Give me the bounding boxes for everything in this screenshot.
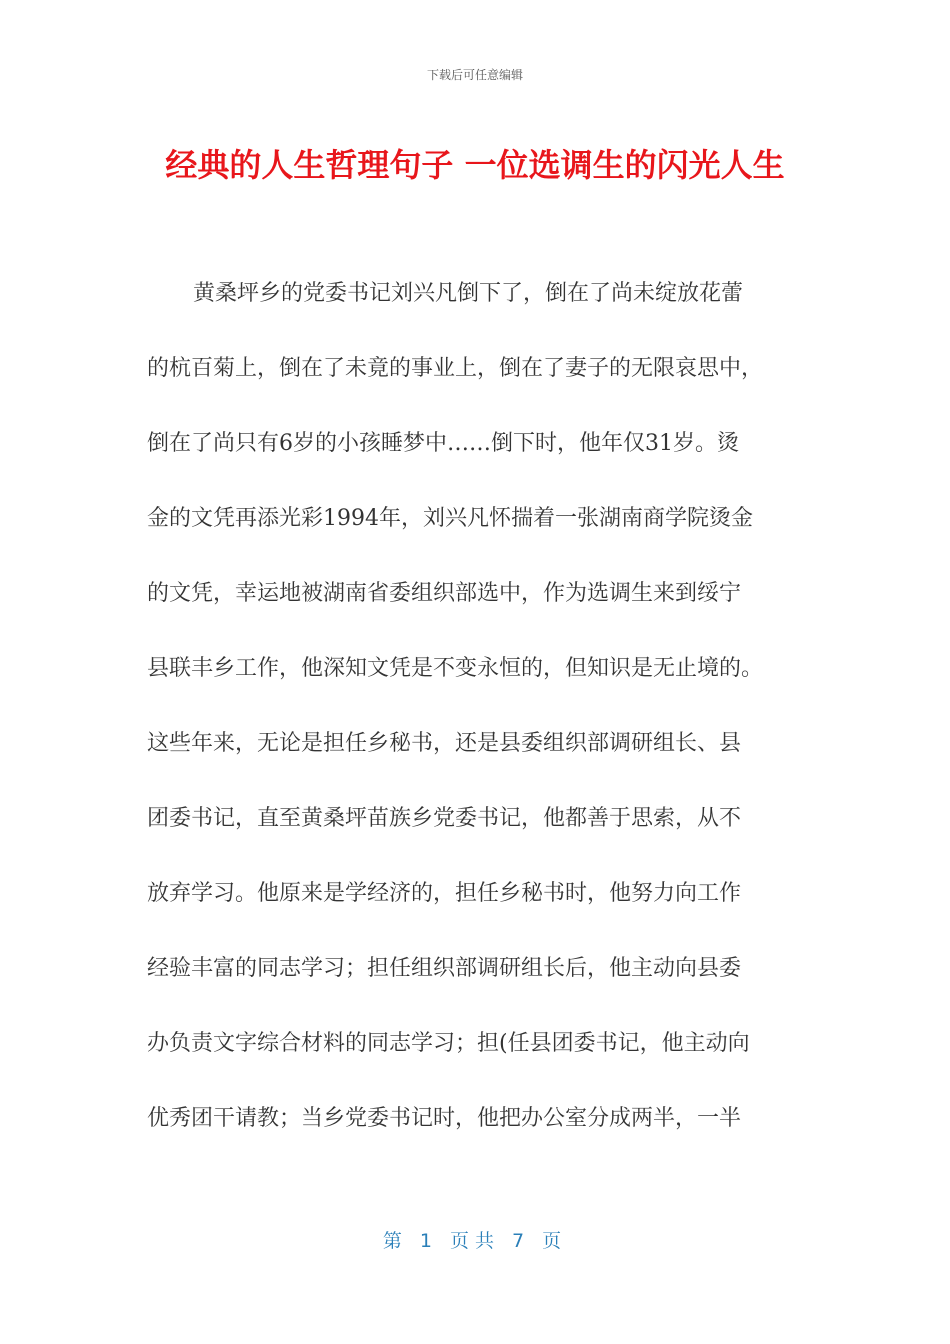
body-line: 这些年来，无论是担任乡秘书，还是县委组织部调研组长、县	[147, 731, 742, 756]
footer-page-number: 1	[419, 1230, 438, 1252]
footer-prefix: 第	[382, 1230, 408, 1252]
body-line: 倒在了尚只有6岁的小孩睡梦中……倒下时，他年仅31岁。烫	[147, 431, 739, 456]
body-line: 优秀团干请教；当乡党委书记时，他把办公室分成两半，一半	[147, 1106, 742, 1131]
body-line: 的文凭，幸运地被湖南省委组织部选中，作为选调生来到绥宁	[147, 581, 742, 606]
body-line: 经验丰富的同志学习；担任组织部调研组长后，他主动向县委	[147, 956, 742, 981]
body-line: 县联丰乡工作，他深知文凭是不变永恒的，但知识是无止境的。	[147, 656, 764, 681]
body-line: 办负责文字综合材料的同志学习；担(任县团委书记，他主动向	[147, 1031, 750, 1056]
footer-suffix: 页	[542, 1230, 568, 1252]
body-line: 黄桑坪乡的党委书记刘兴凡倒下了，倒在了尚未绽放花蕾	[193, 281, 744, 306]
body-line: 团委书记，直至黄桑坪苗族乡党委书记，他都善于思索，从不	[147, 806, 742, 831]
document-body	[147, 272, 807, 1172]
footer-total-pages: 7	[512, 1230, 531, 1252]
header-note: 下载后可任意编辑	[426, 68, 523, 82]
footer-middle: 页共	[449, 1230, 500, 1252]
body-line: 放弃学习。他原来是学经济的，担任乡秘书时，他努力向工作	[147, 881, 742, 906]
document-title: 经典的人生哲理句子 一位选调生的闪光人生	[165, 146, 785, 184]
page-footer	[0, 1226, 950, 1253]
body-line: 的杭百菊上，倒在了未竟的事业上，倒在了妻子的无限哀思中，	[147, 356, 764, 381]
body-line: 金的文凭再添光彩1994年，刘兴凡怀揣着一张湖南商学院烫金	[147, 506, 753, 531]
